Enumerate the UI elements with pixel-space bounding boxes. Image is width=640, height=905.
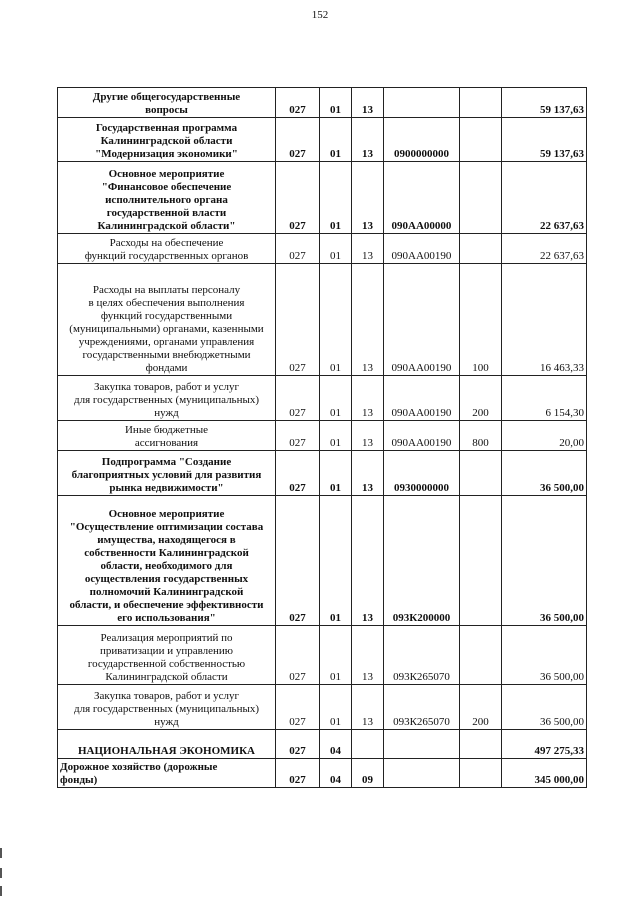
amount-cell: 22 637,63: [502, 162, 587, 234]
row-name-cell: Основное мероприятие "Осуществление оптимизации состава имущества, находящегося в собственности Калининградской области, необходимого для осуществления государственных полномочий Калининградской области, и обеспечение эффективности его использования": [58, 496, 276, 626]
amount-cell: 20,00: [502, 421, 587, 451]
expense-type-cell: [460, 162, 502, 234]
target-article-cell: [384, 730, 460, 759]
section-code-cell: 01: [320, 496, 352, 626]
target-article-cell: 090АА00190: [384, 264, 460, 376]
subsection-code-cell: 13: [352, 685, 384, 730]
ved-code-cell: 027: [276, 451, 320, 496]
section-code-cell: 01: [320, 626, 352, 685]
amount-cell: 36 500,00: [502, 496, 587, 626]
ved-code-cell: 027: [276, 421, 320, 451]
margin-mark: [0, 848, 2, 858]
target-article-cell: 093К200000: [384, 496, 460, 626]
table-row: [58, 421, 587, 451]
row-name-cell: Расходы на выплаты персоналу в целях обеспечения выполнения функций государственными (муниципальными) органами, казенными учреждениями, органами управления государственными внебюджетными фондами: [58, 264, 276, 376]
target-article-cell: [384, 759, 460, 788]
ved-code-cell: 027: [276, 162, 320, 234]
ved-code-cell: 027: [276, 234, 320, 264]
row-name-cell: Иные бюджетные ассигнования: [58, 421, 276, 451]
budget-table: [57, 87, 587, 788]
row-name-cell: Другие общегосударственные вопросы: [58, 88, 276, 118]
row-name-cell: Дорожное хозяйство (дорожные фонды): [58, 759, 276, 788]
row-name-cell: Основное мероприятие "Финансовое обеспечение исполнительного органа государственной власти Калининградской области": [58, 162, 276, 234]
table-row: [58, 685, 587, 730]
row-name-cell: Реализация мероприятий по приватизации и управлению государственной собственностью Калининградской области: [58, 626, 276, 685]
ved-code-cell: 027: [276, 376, 320, 421]
section-code-cell: 01: [320, 451, 352, 496]
subsection-code-cell: 13: [352, 88, 384, 118]
table-row: [58, 759, 587, 788]
ved-code-cell: 027: [276, 496, 320, 626]
table-row: [58, 234, 587, 264]
section-code-cell: 01: [320, 118, 352, 162]
row-name-cell: Государственная программа Калининградской области "Модернизация экономики": [58, 118, 276, 162]
page-number: 152: [311, 9, 329, 21]
target-article-cell: 090АА00190: [384, 234, 460, 264]
table-row: [58, 118, 587, 162]
row-name-cell: Подпрограмма "Создание благоприятных условий для развития рынка недвижимости": [58, 451, 276, 496]
section-code-cell: 01: [320, 264, 352, 376]
row-name-cell: Закупка товаров, работ и услуг для государственных (муниципальных) нужд: [58, 685, 276, 730]
amount-cell: 22 637,63: [502, 234, 587, 264]
section-code-cell: 01: [320, 376, 352, 421]
margin-mark: [0, 886, 2, 896]
section-code-cell: 01: [320, 234, 352, 264]
section-code-cell: 01: [320, 88, 352, 118]
subsection-code-cell: 13: [352, 376, 384, 421]
ved-code-cell: 027: [276, 626, 320, 685]
amount-cell: 59 137,63: [502, 88, 587, 118]
subsection-code-cell: 13: [352, 118, 384, 162]
target-article-cell: [384, 88, 460, 118]
subsection-code-cell: 13: [352, 264, 384, 376]
section-code-cell: 01: [320, 421, 352, 451]
expense-type-cell: 200: [460, 685, 502, 730]
subsection-code-cell: [352, 730, 384, 759]
section-code-cell: 01: [320, 162, 352, 234]
table-row: [58, 376, 587, 421]
table-row: [58, 264, 587, 376]
expense-type-cell: 200: [460, 376, 502, 421]
table-row: [58, 626, 587, 685]
budget-table-body: [58, 88, 587, 788]
table-row: [58, 730, 587, 759]
target-article-cell: 0900000000: [384, 118, 460, 162]
amount-cell: 36 500,00: [502, 451, 587, 496]
amount-cell: 36 500,00: [502, 685, 587, 730]
expense-type-cell: [460, 88, 502, 118]
expense-type-cell: [460, 451, 502, 496]
target-article-cell: 093К265070: [384, 626, 460, 685]
amount-cell: 16 463,33: [502, 264, 587, 376]
ved-code-cell: 027: [276, 118, 320, 162]
target-article-cell: 090АА00190: [384, 376, 460, 421]
amount-cell: 6 154,30: [502, 376, 587, 421]
expense-type-cell: 800: [460, 421, 502, 451]
section-code-cell: 01: [320, 685, 352, 730]
row-name-cell: НАЦИОНАЛЬНАЯ ЭКОНОМИКА: [58, 730, 276, 759]
amount-cell: 36 500,00: [502, 626, 587, 685]
table-row: [58, 496, 587, 626]
expense-type-cell: [460, 759, 502, 788]
margin-mark: [0, 868, 2, 878]
table-row: [58, 162, 587, 234]
ved-code-cell: 027: [276, 88, 320, 118]
amount-cell: 345 000,00: [502, 759, 587, 788]
ved-code-cell: 027: [276, 685, 320, 730]
expense-type-cell: [460, 626, 502, 685]
subsection-code-cell: 13: [352, 234, 384, 264]
ved-code-cell: 027: [276, 759, 320, 788]
section-code-cell: 04: [320, 759, 352, 788]
subsection-code-cell: 13: [352, 162, 384, 234]
expense-type-cell: [460, 118, 502, 162]
target-article-cell: 090АА00190: [384, 421, 460, 451]
subsection-code-cell: 13: [352, 451, 384, 496]
expense-type-cell: [460, 234, 502, 264]
ved-code-cell: 027: [276, 730, 320, 759]
row-name-cell: Закупка товаров, работ и услуг для государственных (муниципальных) нужд: [58, 376, 276, 421]
amount-cell: 497 275,33: [502, 730, 587, 759]
subsection-code-cell: 13: [352, 496, 384, 626]
expense-type-cell: 100: [460, 264, 502, 376]
target-article-cell: 090АА00000: [384, 162, 460, 234]
amount-cell: 59 137,63: [502, 118, 587, 162]
table-row: [58, 451, 587, 496]
subsection-code-cell: 09: [352, 759, 384, 788]
subsection-code-cell: 13: [352, 421, 384, 451]
table-row: [58, 88, 587, 118]
subsection-code-cell: 13: [352, 626, 384, 685]
target-article-cell: 0930000000: [384, 451, 460, 496]
expense-type-cell: [460, 730, 502, 759]
section-code-cell: 04: [320, 730, 352, 759]
ved-code-cell: 027: [276, 264, 320, 376]
expense-type-cell: [460, 496, 502, 626]
row-name-cell: Расходы на обеспечение функций государственных органов: [58, 234, 276, 264]
target-article-cell: 093К265070: [384, 685, 460, 730]
